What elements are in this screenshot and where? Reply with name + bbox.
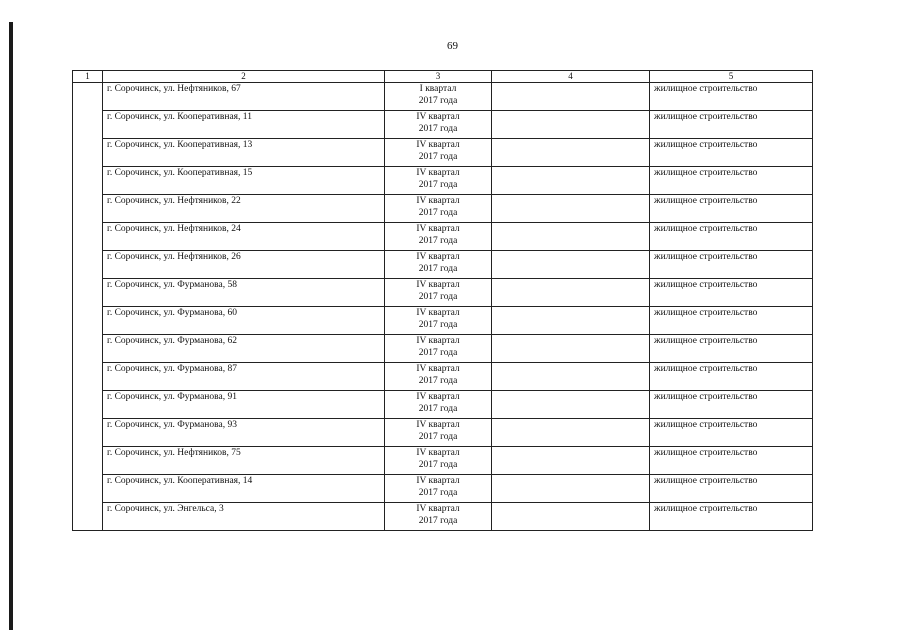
header-col-4: 4: [492, 71, 650, 83]
table-row: [73, 391, 813, 419]
cell-col-4: [492, 363, 650, 391]
table-row: [73, 195, 813, 223]
period-quarter: IV квартал: [416, 364, 460, 374]
cell-col-1: [73, 251, 103, 279]
cell-address: г. Сорочинск, ул. Фурманова, 62: [103, 335, 385, 363]
table-row: [73, 111, 813, 139]
table-row: [73, 335, 813, 363]
cell-col-1: [73, 195, 103, 223]
period-year: 2017 года: [418, 152, 458, 162]
cell-col-1: [73, 167, 103, 195]
cell-col-1: [73, 223, 103, 251]
cell-purpose: жилищное строительство: [650, 307, 813, 335]
period-year: 2017 года: [418, 208, 458, 218]
cell-period: [385, 139, 492, 167]
cell-purpose: жилищное строительство: [650, 251, 813, 279]
cell-col-4: [492, 447, 650, 475]
table-header: [73, 71, 813, 83]
cell-address: г. Сорочинск, ул. Нефтяников, 26: [103, 251, 385, 279]
cell-col-4: [492, 475, 650, 503]
cell-period: [385, 167, 492, 195]
cell-col-4: [492, 279, 650, 307]
cell-period: [385, 419, 492, 447]
table-row: [73, 363, 813, 391]
register-table: [72, 70, 813, 531]
cell-col-4: [492, 167, 650, 195]
table-row: [73, 139, 813, 167]
cell-period: [385, 363, 492, 391]
table-row: [73, 167, 813, 195]
table-row: [73, 475, 813, 503]
cell-col-1: [73, 447, 103, 475]
page-number: 69: [447, 40, 458, 52]
period-quarter: IV квартал: [416, 252, 460, 262]
period-year: 2017 года: [418, 376, 458, 386]
cell-col-4: [492, 419, 650, 447]
cell-period: [385, 195, 492, 223]
period-quarter: IV квартал: [416, 168, 460, 178]
period-year: 2017 года: [418, 516, 458, 526]
cell-col-1: [73, 419, 103, 447]
cell-purpose: жилищное строительство: [650, 391, 813, 419]
cell-col-1: [73, 503, 103, 531]
cell-purpose: жилищное строительство: [650, 363, 813, 391]
cell-col-4: [492, 223, 650, 251]
header-col-5: 5: [650, 71, 813, 83]
cell-col-4: [492, 83, 650, 111]
cell-col-4: [492, 195, 650, 223]
period-quarter: IV квартал: [416, 392, 460, 402]
period-quarter: IV квартал: [416, 280, 460, 290]
cell-address: г. Сорочинск, ул. Нефтяников, 67: [103, 83, 385, 111]
cell-period: [385, 223, 492, 251]
cell-period: [385, 475, 492, 503]
cell-purpose: жилищное строительство: [650, 419, 813, 447]
period-year: 2017 года: [418, 488, 458, 498]
header-col-3: 3: [385, 71, 492, 83]
cell-col-4: [492, 139, 650, 167]
cell-address: г. Сорочинск, ул. Кооперативная, 15: [103, 167, 385, 195]
cell-address: г. Сорочинск, ул. Нефтяников, 22: [103, 195, 385, 223]
cell-col-1: [73, 139, 103, 167]
cell-address: г. Сорочинск, ул. Кооперативная, 14: [103, 475, 385, 503]
table-row: [73, 223, 813, 251]
cell-col-1: [73, 279, 103, 307]
cell-col-1: [73, 83, 103, 111]
cell-col-1: [73, 307, 103, 335]
period-year: 2017 года: [418, 236, 458, 246]
cell-period: [385, 111, 492, 139]
cell-purpose: жилищное строительство: [650, 83, 813, 111]
cell-col-1: [73, 111, 103, 139]
cell-col-4: [492, 111, 650, 139]
cell-period: [385, 251, 492, 279]
cell-purpose: жилищное строительство: [650, 503, 813, 531]
period-quarter: IV квартал: [416, 308, 460, 318]
cell-address: г. Сорочинск, ул. Кооперативная, 11: [103, 111, 385, 139]
period-year: 2017 года: [418, 124, 458, 134]
cell-address: г. Сорочинск, ул. Нефтяников, 24: [103, 223, 385, 251]
header-row: [73, 71, 813, 83]
cell-address: г. Сорочинск, ул. Нефтяников, 75: [103, 447, 385, 475]
cell-address: г. Сорочинск, ул. Фурманова, 93: [103, 419, 385, 447]
cell-purpose: жилищное строительство: [650, 223, 813, 251]
period-quarter: IV квартал: [416, 196, 460, 206]
header-col-1: 1: [73, 71, 103, 83]
cell-address: г. Сорочинск, ул. Фурманова, 58: [103, 279, 385, 307]
period-quarter: IV квартал: [416, 336, 460, 346]
period-year: 2017 года: [418, 404, 458, 414]
period-quarter: IV квартал: [416, 448, 460, 458]
period-year: 2017 года: [418, 292, 458, 302]
table-row: [73, 419, 813, 447]
table-row: [73, 279, 813, 307]
cell-col-4: [492, 335, 650, 363]
cell-period: [385, 307, 492, 335]
cell-purpose: жилищное строительство: [650, 335, 813, 363]
period-year: 2017 года: [418, 432, 458, 442]
cell-col-4: [492, 503, 650, 531]
binding-bar: [9, 22, 13, 630]
period-quarter: IV квартал: [416, 476, 460, 486]
period-quarter: IV квартал: [416, 420, 460, 430]
period-quarter: IV квартал: [416, 504, 460, 514]
cell-purpose: жилищное строительство: [650, 111, 813, 139]
cell-period: [385, 83, 492, 111]
table-body: [73, 83, 813, 531]
table-row: [73, 503, 813, 531]
cell-period: [385, 279, 492, 307]
cell-address: г. Сорочинск, ул. Фурманова, 60: [103, 307, 385, 335]
cell-col-1: [73, 335, 103, 363]
cell-purpose: жилищное строительство: [650, 195, 813, 223]
table-row: [73, 251, 813, 279]
cell-purpose: жилищное строительство: [650, 167, 813, 195]
table-row: [73, 307, 813, 335]
table-row: [73, 447, 813, 475]
cell-address: г. Сорочинск, ул. Фурманова, 87: [103, 363, 385, 391]
cell-col-4: [492, 251, 650, 279]
cell-address: г. Сорочинск, ул. Фурманова, 91: [103, 391, 385, 419]
cell-col-4: [492, 307, 650, 335]
cell-purpose: жилищное строительство: [650, 475, 813, 503]
cell-col-1: [73, 363, 103, 391]
cell-col-1: [73, 391, 103, 419]
cell-address: г. Сорочинск, ул. Энгельса, 3: [103, 503, 385, 531]
header-col-2: 2: [103, 71, 385, 83]
period-quarter: IV квартал: [416, 140, 460, 150]
table-row: [73, 83, 813, 111]
period-year: 2017 года: [418, 96, 458, 106]
cell-purpose: жилищное строительство: [650, 279, 813, 307]
period-year: 2017 года: [418, 348, 458, 358]
cell-purpose: жилищное строительство: [650, 139, 813, 167]
cell-address: г. Сорочинск, ул. Кооперативная, 13: [103, 139, 385, 167]
period-quarter: IV квартал: [416, 112, 460, 122]
period-year: 2017 года: [418, 180, 458, 190]
cell-col-1: [73, 475, 103, 503]
period-year: 2017 года: [418, 264, 458, 274]
period-quarter: IV квартал: [416, 224, 460, 234]
cell-period: [385, 503, 492, 531]
period-year: 2017 года: [418, 320, 458, 330]
period-year: 2017 года: [418, 460, 458, 470]
cell-purpose: жилищное строительство: [650, 447, 813, 475]
cell-period: [385, 447, 492, 475]
cell-period: [385, 335, 492, 363]
cell-period: [385, 391, 492, 419]
cell-col-4: [492, 391, 650, 419]
period-quarter: I квартал: [419, 84, 457, 94]
